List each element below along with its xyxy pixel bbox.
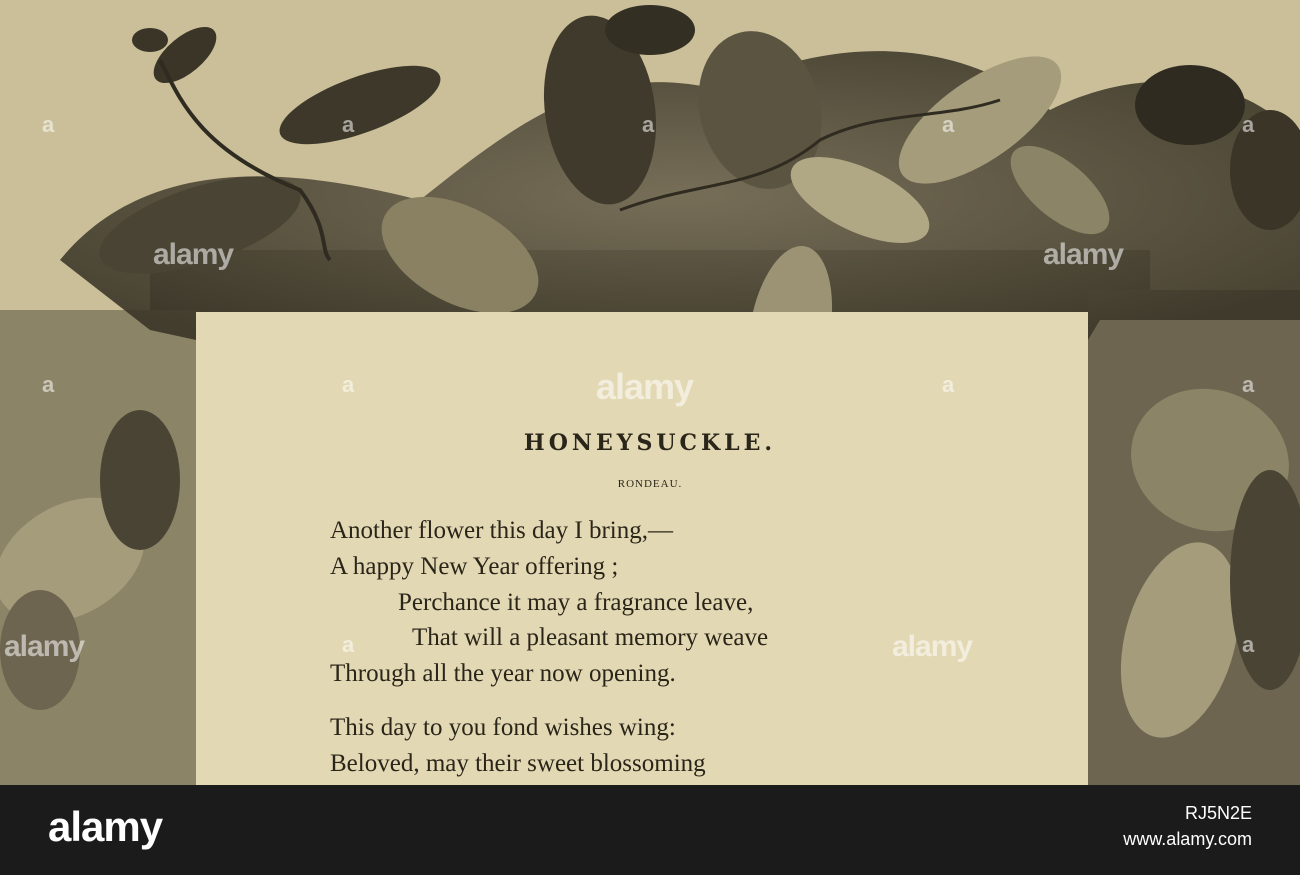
watermark: alamy (4, 630, 85, 663)
poem-line: Beloved, may their sweet blossoming (330, 750, 706, 777)
watermark-small: a (42, 372, 54, 397)
watermark-small: a (1242, 112, 1254, 137)
watermark: alamy (596, 366, 694, 407)
watermark-small: a (942, 112, 954, 137)
watermark: alamy (153, 238, 234, 271)
poem-line: That will a pleasant memory weave (412, 624, 769, 651)
watermark: alamy (892, 630, 973, 663)
poem-line: A happy New Year offering ; (330, 553, 619, 580)
watermark-small: a (342, 112, 354, 137)
poem-line: This day to you fond wishes wing: (330, 714, 676, 741)
footer-logo: alamy (48, 803, 163, 850)
watermark-small: a (42, 112, 54, 137)
site-url: www.alamy.com (1123, 829, 1252, 849)
poem-line: Through all the year now opening. (330, 660, 676, 687)
poem-line: Perchance it may a fragrance leave, (398, 589, 754, 616)
watermark-small: a (1242, 632, 1254, 657)
poem-subtitle: RONDEAU. (617, 478, 683, 490)
footer-bar (0, 785, 1300, 875)
watermark-small: a (1242, 372, 1254, 397)
watermark-small: a (642, 112, 654, 137)
poem-title: HONEYSUCKLE. (523, 430, 777, 456)
watermark-small: a (942, 372, 954, 397)
image-id: RJ5N2E (1184, 803, 1252, 823)
watermark-small: a (342, 632, 354, 657)
footer-image-info (1123, 800, 1252, 852)
poem-line: Another flower this day I bring,— (330, 517, 673, 544)
watermark: alamy (1043, 238, 1124, 271)
watermark-small: a (342, 372, 354, 397)
